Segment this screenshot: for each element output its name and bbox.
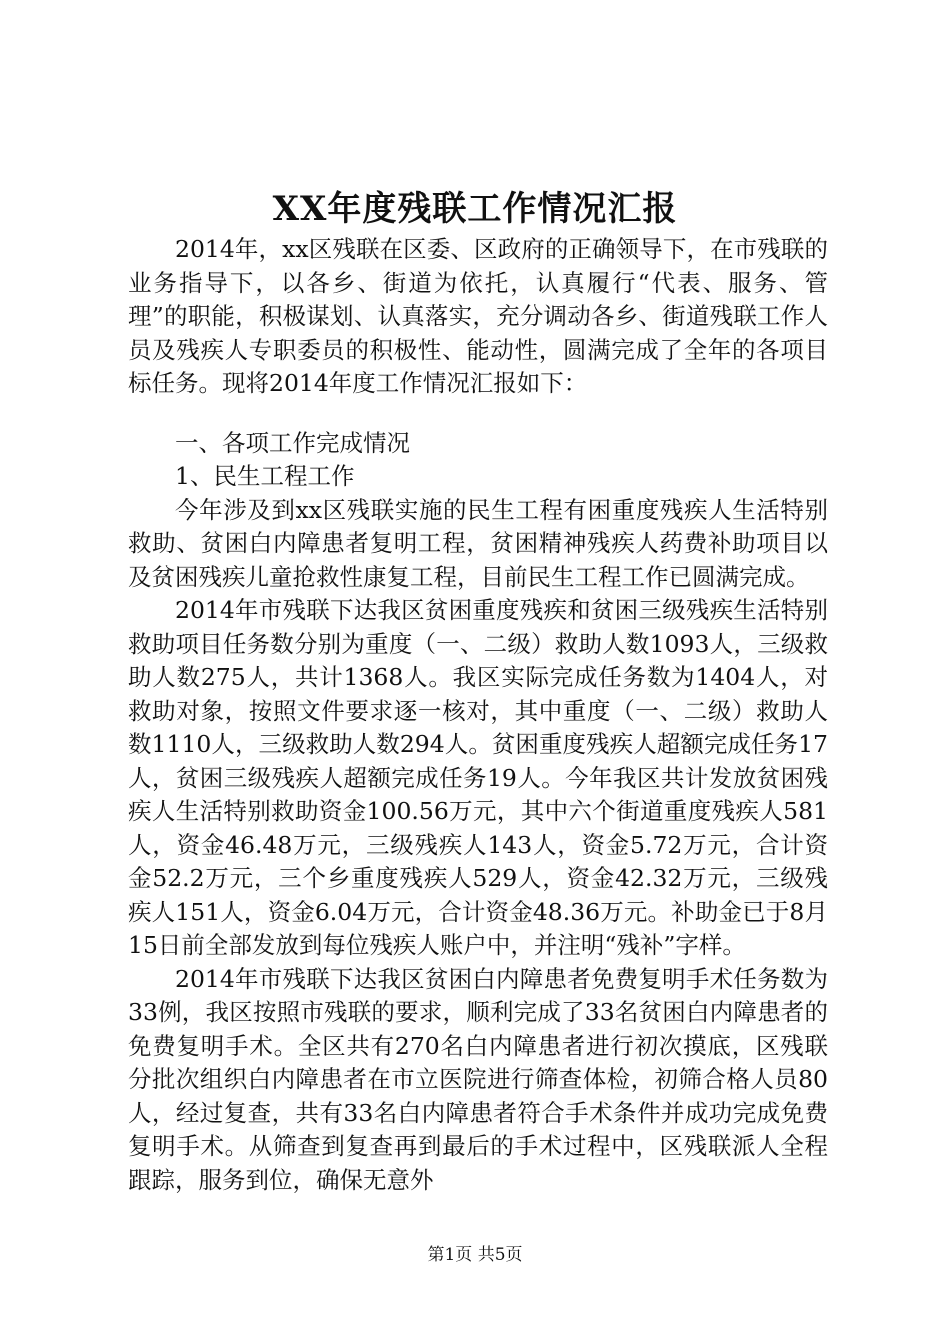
section-heading: 一、各项工作完成情况 bbox=[175, 428, 410, 457]
intro-paragraph: 2014年，xx区残联在区委、区政府的正确领导下，在市残联的业务指导下，以各乡、街道为依托，认真履行“代表、服务、管理”的职能，积极谋划、认真落实，充分调动各乡、街道残联工作人员及残疾人专职委员的积极性、能动性，圆满完成了全年的各项目标任务。现将2014年度工作情况汇报如下： bbox=[128, 235, 828, 397]
document-title: XX年度残联工作情况汇报 bbox=[272, 189, 678, 229]
body-paragraph-2: 2014年市残联下达我区贫困重度残疾和贫困三级残疾生活特别救助项目任务数分别为重度（一、二级）救助人数1093人，三级救助人数275人，共计1368人。我区实际完成任务数为1404人，对救助对象，按照文件要求逐一核对，其中重度（一、二级）救助人数1110人，三级救助人数294人。贫困重度残疾人超额完成任务17人，贫困三级残疾人超额完成任务19人。今年我区共计发放贫困残疾人生活特别救助资金100.56万元，其中六个街道重度残疾人581人，资金46.48万元，三级残疾人143人，资金5.72万元，合计资金52.2万元，三个乡重度残疾人529人，资金42.32万元，三级残疾人151人，资金6.04万元，合计资金48.36万元。补助金已于8月15日前全部发放到每位残疾人账户中，并注明“残补”字样。 bbox=[128, 596, 828, 959]
body-paragraph-3: 2014年市残联下达我区贫困白内障患者免费复明手术任务数为33例，我区按照市残联的要求，顺利完成了33名贫困白内障患者的免费复明手术。全区共有270名白内障患者进行初次摸底，区残联分批次组织白内障患者在市立医院进行筛查体检，初筛合格人员80人，经过复查，共有33名白内障患者符合手术条件并成功完成免费复明手术。从筛查到复查再到最后的手术过程中，区残联派人全程跟踪，服务到位，确保无意外 bbox=[128, 964, 828, 1194]
subsection-heading: 1、民生工程工作 bbox=[175, 462, 355, 490]
page-footer: 第1页 共5页 bbox=[427, 1245, 523, 1265]
document-body bbox=[128, 233, 828, 1197]
paragraph-gap bbox=[128, 401, 828, 427]
body-paragraph-1: 今年涉及到xx区残联实施的民生工程有困重度残疾人生活特别救助、贫困白内障患者复明工程，贫困精神残疾人药费补助项目以及贫困残疾儿童抢救性康复工程，目前民生工程工作已圆满完成。 bbox=[128, 495, 828, 591]
